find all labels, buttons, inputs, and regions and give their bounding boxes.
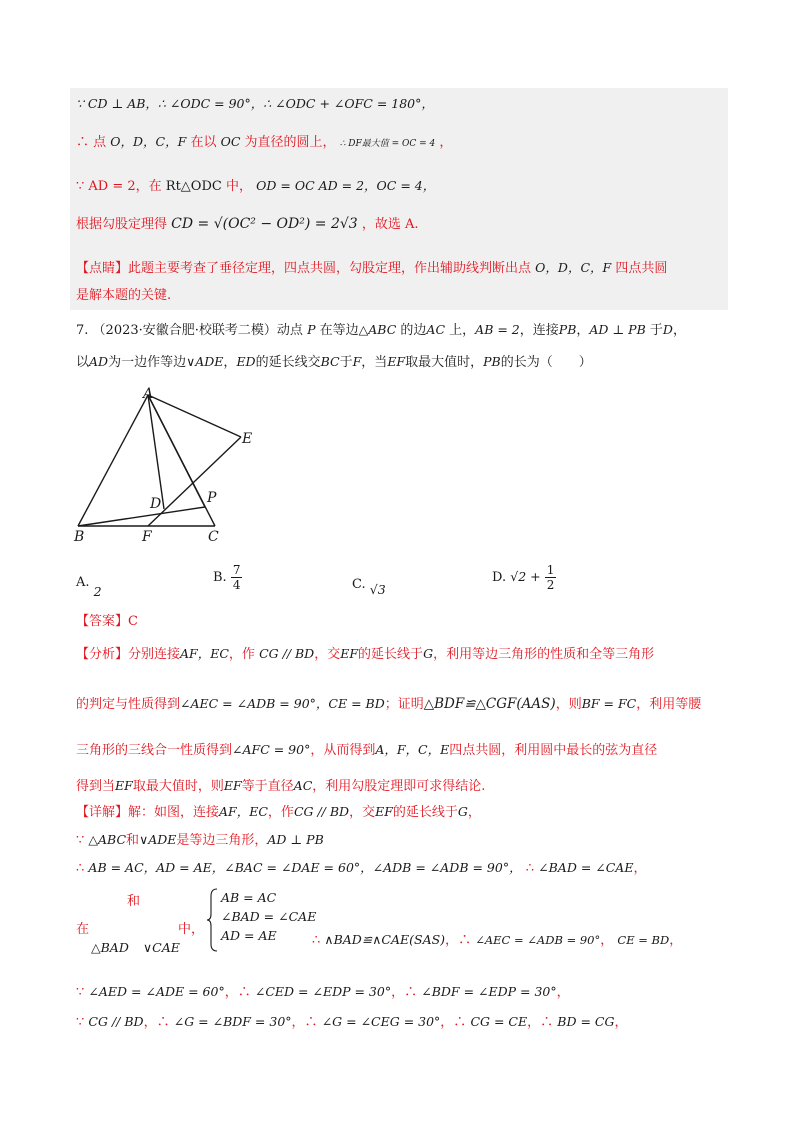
- q-text: 以: [76, 355, 90, 370]
- a-text: 三角形的三线合一性质得到: [76, 743, 233, 758]
- option-d-numerator: 1: [546, 563, 555, 577]
- segment-ef: [148, 437, 241, 526]
- d-math: BD = CG: [557, 1014, 615, 1029]
- d-symbol: ∵: [76, 833, 85, 848]
- prev-line-2: [76, 132, 452, 154]
- detail-line-4-t1: [91, 938, 129, 959]
- label-c: C: [208, 529, 219, 545]
- a-text: ，则: [555, 697, 582, 712]
- d-math: G: [457, 804, 468, 819]
- prev-line-4-text-c: ，故选 A.: [361, 217, 419, 232]
- d-symbol: ，∴: [445, 933, 472, 948]
- d-symbol: ∴: [76, 861, 85, 876]
- a-text: 四点共圆，利用圆中最长的弦为直径: [449, 743, 658, 758]
- q-ed: ED: [236, 354, 256, 369]
- q-text: 取最大值时，: [405, 355, 484, 370]
- option-d-label: D.: [492, 570, 507, 585]
- d-text: 在: [76, 922, 90, 937]
- label-f: F: [142, 529, 152, 545]
- a-math: G: [423, 646, 434, 661]
- detail-line-4-conclusion: [312, 930, 682, 951]
- d-text: ，: [669, 933, 683, 948]
- d-symbol: ，∴: [291, 1015, 318, 1030]
- option-c-label: C.: [352, 577, 366, 592]
- option-d-value: √2 +: [510, 569, 541, 584]
- a-text: ，作: [228, 647, 255, 662]
- answer-tag: 【答案】: [76, 614, 129, 629]
- option-b-denominator: 4: [232, 578, 241, 592]
- a-text: ，交: [314, 647, 341, 662]
- a-text: 等于直径: [241, 779, 294, 794]
- prev-line-2-comma: ，: [439, 135, 453, 150]
- question-line-1: [76, 320, 686, 341]
- prev-line-4-cd: CD = √(OC² − OD²) = 2√3: [171, 216, 358, 232]
- comment-text-1: 此题主要考查了垂径定理，四点共圆，勾股定理，作出辅助线判断出点: [128, 261, 532, 276]
- analysis-line-2: [76, 694, 701, 715]
- prev-line-2-oc: OC: [220, 134, 241, 149]
- q-text: ，: [223, 355, 237, 370]
- detail-line-4-label-and: [127, 892, 140, 912]
- a-text: ，利用等边三角形的性质和全等三角形: [433, 647, 655, 662]
- d-symbol: ，∴: [224, 985, 251, 1000]
- a-math: EF: [340, 646, 359, 661]
- q-ab-value: AB = 2: [475, 322, 520, 337]
- d-math: ∠G = ∠CEG = 30°: [321, 1014, 441, 1029]
- analysis-line-1: [76, 644, 654, 665]
- q-bc: BC: [320, 354, 340, 369]
- q-ef: EF: [387, 354, 406, 369]
- d-text: ，: [467, 805, 481, 820]
- q-ad: AD: [89, 354, 109, 369]
- q-triangle-ade: ∨ADE: [186, 354, 224, 369]
- detail-line-4-t2: [143, 938, 180, 959]
- a-math: △BDF≌△CGF(AAS): [423, 696, 556, 712]
- d-math: ∧BAD≌∧CAE(SAS): [324, 932, 446, 947]
- a-math: EF: [115, 778, 133, 793]
- a-math: ∠AEC = ∠ADB = 90°，CE = BD: [180, 696, 385, 711]
- q-text: 上，: [449, 323, 476, 338]
- a-text: 取最大值时，则: [132, 779, 224, 794]
- comment-text-1c: 四点共圆: [615, 261, 668, 276]
- segment-ab: [78, 395, 148, 526]
- d-math: AD ⊥ PB: [267, 832, 324, 847]
- q-pb-2: PB: [483, 354, 501, 369]
- option-b-numerator: 7: [232, 563, 241, 577]
- q-text: 的长为（ ）: [500, 355, 592, 370]
- d-text: 是等边三角形，: [176, 833, 268, 848]
- prev-comment-line-1: [76, 258, 667, 279]
- question-source: （2023·安徽合肥·校联考二模）: [92, 323, 277, 338]
- detail-line-1: [76, 802, 481, 823]
- q-point-p: P: [307, 322, 316, 337]
- option-a-label: A.: [76, 575, 90, 590]
- prev-line-3-text-a: ∵ AD = 2，在: [76, 179, 162, 194]
- d-math: ∠BAD = ∠CAE: [538, 860, 634, 875]
- d-symbol: ∴: [312, 933, 321, 948]
- a-text: ；证明: [384, 697, 424, 712]
- d-math: CG // BD: [293, 804, 350, 819]
- q-side-ac: AC: [426, 322, 446, 337]
- option-c[interactable]: [352, 576, 386, 597]
- prev-line-4-text-a: 根据勾股定理得: [76, 217, 168, 232]
- question-number: 7.: [76, 323, 89, 338]
- prev-line-2-text-e: 为直径的圆上，: [244, 135, 336, 150]
- d-math: ∠G = ∠BDF = 30°: [173, 1014, 292, 1029]
- d-symbol: ，∴: [143, 1015, 170, 1030]
- prev-line-2-text-c: 在以: [190, 135, 217, 150]
- d-text: 和: [126, 833, 140, 848]
- prev-line-1-math: ∵ CD ⊥ AB，∴ ∠ODC = 90°，∴ ∠ODC + ∠OFC = 180°，: [76, 96, 434, 111]
- prev-line-3: [76, 176, 435, 197]
- d-math: ∠AEC = ∠ADB = 90°: [475, 933, 601, 947]
- a-text: 的延长线于: [358, 647, 424, 662]
- option-b[interactable]: [213, 563, 242, 592]
- q-text: ，: [672, 323, 686, 338]
- label-a: A: [143, 386, 154, 402]
- option-b-label: B.: [213, 570, 227, 585]
- prev-line-3-math: OD = OC AD = 2，OC = 4，: [256, 178, 436, 193]
- d-text: ，: [633, 861, 647, 876]
- q-pb: PB: [558, 322, 577, 337]
- label-b: B: [74, 529, 85, 545]
- segment-ae: [148, 395, 241, 437]
- a-text: ，利用勾股定理即可求得结论.: [312, 779, 486, 794]
- d-math: CG // BD: [88, 1014, 144, 1029]
- a-text: ，利用等腰: [636, 697, 702, 712]
- d-text: 中，: [178, 922, 205, 937]
- option-d-fraction: [545, 563, 557, 592]
- d-symbol: ，∴: [527, 1015, 554, 1030]
- prev-line-3-text-c: 中，: [225, 179, 252, 194]
- d-text: ，: [600, 933, 614, 948]
- detail-line-5: [76, 982, 570, 1003]
- q-text: 的边: [400, 323, 427, 338]
- system-brace: [207, 888, 219, 952]
- q-text: 为一边作等边: [108, 355, 187, 370]
- q-point-d: D: [662, 322, 673, 337]
- d-symbol: ∴: [525, 861, 534, 876]
- d-text: ，: [614, 1015, 628, 1030]
- option-a[interactable]: [76, 574, 102, 599]
- d-text: ，作: [267, 805, 294, 820]
- detail-line-4-label-mid: [178, 920, 204, 940]
- prev-line-4: [76, 214, 418, 235]
- option-b-fraction: [231, 563, 243, 592]
- prev-line-2-points: O，D，C，F: [110, 134, 187, 149]
- system-eq-2: ∠BAD = ∠CAE: [221, 909, 317, 924]
- d-math: AF，EC: [219, 804, 268, 819]
- d-symbol: ∵: [76, 1015, 85, 1030]
- system-equations: [221, 888, 316, 945]
- a-text: 的判定与性质得到: [76, 697, 181, 712]
- d-math: ∨ADE: [139, 832, 177, 847]
- d-symbol: ∵: [76, 985, 85, 1000]
- option-d[interactable]: [492, 563, 556, 592]
- d-math: CG = CE: [470, 1014, 528, 1029]
- label-p: P: [207, 490, 217, 506]
- q-text: 于: [339, 355, 353, 370]
- d-text: ，交: [349, 805, 376, 820]
- q-text: 动点: [276, 323, 303, 338]
- d-math: △BAD: [91, 940, 129, 955]
- answer-value: C: [128, 614, 138, 629]
- d-math: AB = AC，AD = AE，∠BAC = ∠DAE = 60°，∠ADB = ∠ADB = 90°，: [88, 860, 522, 875]
- a-math: ∠AFC = 90°: [232, 742, 311, 757]
- a-math: BF = FC: [581, 696, 637, 711]
- q-text: 于: [649, 323, 663, 338]
- a-text: ，从而得到: [310, 743, 376, 758]
- analysis-line-4: [76, 776, 485, 797]
- comment-points: O，D，C，F: [535, 260, 612, 275]
- system-eq-3: AD = AE: [221, 928, 277, 943]
- a-math: CG // BD: [259, 646, 315, 661]
- d-symbol: ，∴: [440, 1015, 467, 1030]
- q-text: 在等边: [319, 323, 359, 338]
- d-text: ，: [556, 985, 570, 1000]
- prev-line-2-text-a: ∴ 点: [76, 135, 107, 150]
- label-d: D: [150, 496, 162, 512]
- prev-comment-line-2: [76, 286, 171, 306]
- d-math: ∠CED = ∠EDP = 30°: [254, 984, 392, 999]
- detail-line-4-label-in: [76, 920, 89, 940]
- q-point-f: F: [352, 354, 362, 369]
- a-text: 分别连接: [128, 647, 181, 662]
- question-line-2: [76, 352, 592, 373]
- label-e: E: [242, 431, 253, 447]
- d-text: 解：如图，连接: [128, 805, 220, 820]
- detail-line-2: [76, 830, 324, 851]
- prev-line-3-rt: Rt△ODC: [165, 179, 222, 194]
- q-text: ，当: [361, 355, 388, 370]
- detail-line-6: [76, 1012, 627, 1033]
- answer-line: [76, 612, 138, 632]
- analysis-tag: 【分析】: [76, 647, 129, 662]
- d-math: ∨CAE: [143, 940, 180, 955]
- detail-tag: 【详解】: [76, 805, 129, 820]
- option-a-value: 2: [93, 584, 102, 599]
- a-math: A，F，C，E: [375, 742, 450, 757]
- analysis-line-3: [76, 740, 657, 761]
- q-ad-perp-pb: AD ⊥ PB: [589, 322, 646, 337]
- prev-line-2-df-max: ∴ DF最大值 = OC = 4: [339, 139, 436, 149]
- d-math: ∠AED = ∠ADE = 60°: [88, 984, 225, 999]
- a-text: 得到当: [76, 779, 116, 794]
- q-text: 的延长线交: [255, 355, 321, 370]
- q-text: ，: [576, 323, 590, 338]
- q-triangle-abc: △ABC: [358, 322, 397, 337]
- d-math: △ABC: [88, 832, 127, 847]
- a-math: AC: [293, 778, 313, 793]
- geometry-figure: [60, 385, 280, 555]
- q-text: ，连接: [519, 323, 559, 338]
- d-text: 和: [127, 894, 141, 909]
- option-d-denominator: 2: [546, 578, 555, 592]
- detail-line-3: [76, 858, 646, 879]
- comment-tag: 【点睛】: [76, 261, 129, 276]
- comment-text-2: 是解本题的关键.: [76, 288, 172, 303]
- segment-bp: [78, 507, 205, 526]
- system-eq-1: AB = AC: [221, 890, 277, 905]
- d-symbol: ，∴: [391, 985, 418, 1000]
- a-math: EF: [223, 778, 242, 793]
- a-math: AF，EC: [180, 646, 229, 661]
- option-c-value: √3: [369, 582, 386, 597]
- d-math: ∠BDF = ∠EDP = 30°: [421, 984, 557, 999]
- d-math: CE = BD: [617, 933, 670, 947]
- d-text: 的延长线于: [392, 805, 458, 820]
- prev-line-1: [76, 94, 434, 115]
- d-math: EF: [375, 804, 393, 819]
